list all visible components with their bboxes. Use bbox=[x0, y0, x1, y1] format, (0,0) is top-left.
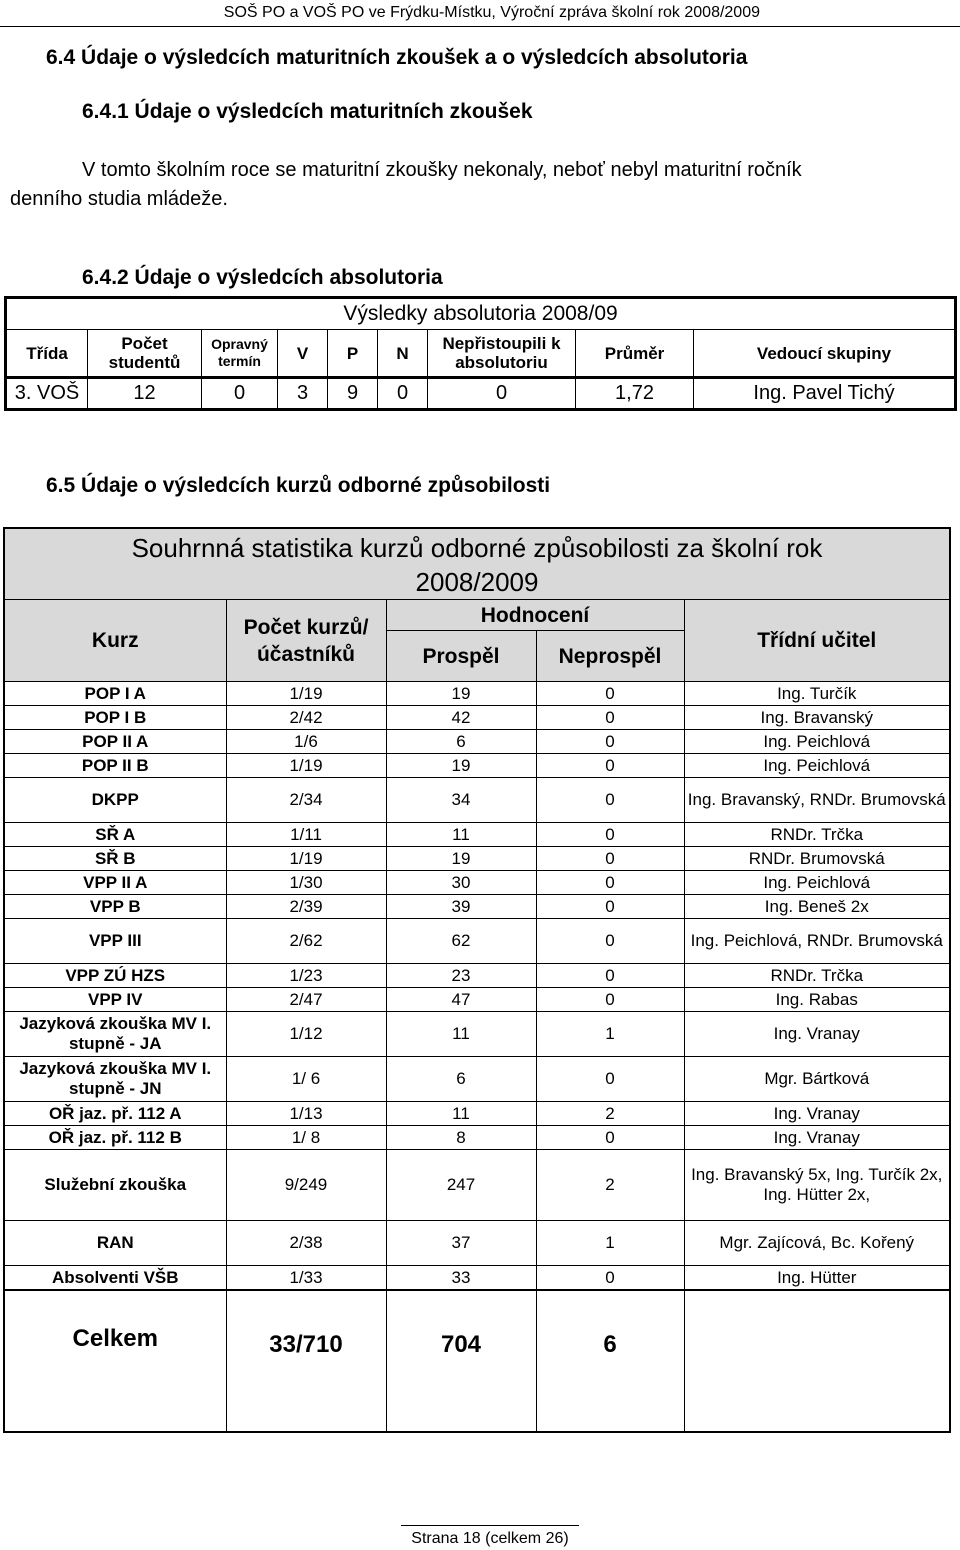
section-heading-6-4: 6.4 Údaje o výsledcích maturitních zkoušek a o výsledcích absolutoria bbox=[46, 46, 748, 69]
value-cell: 0 bbox=[536, 988, 684, 1012]
table-row bbox=[4, 988, 950, 1012]
table-row bbox=[4, 871, 950, 895]
value-cell: 1/19 bbox=[226, 682, 386, 706]
teacher-cell: Ing. Beneš 2x bbox=[684, 895, 950, 919]
course-name-cell: DKPP bbox=[4, 778, 226, 823]
col-header-prospel: Prospěl bbox=[386, 631, 536, 682]
value-cell: 2/34 bbox=[226, 778, 386, 823]
value-cell: 11 bbox=[386, 1012, 536, 1057]
paragraph-line-1: V tomto školním roce se maturitní zkoušky nekonaly, neboť nebyl maturitní ročník bbox=[82, 159, 802, 181]
col-header-pocet: Počet kurzů/ účastníků bbox=[226, 600, 386, 682]
course-name-cell: VPP IV bbox=[4, 988, 226, 1012]
value-cell: 11 bbox=[386, 823, 536, 847]
section-heading-6-4-2: 6.4.2 Údaje o výsledcích absolutoria bbox=[82, 266, 443, 289]
teacher-cell: Ing. Turčík bbox=[684, 682, 950, 706]
course-name-cell: Absolventi VŠB bbox=[4, 1266, 226, 1291]
table-row bbox=[4, 1221, 950, 1266]
total-cell bbox=[684, 1290, 950, 1432]
teacher-cell: Ing. Hütter bbox=[684, 1266, 950, 1291]
course-name-cell: VPP ZÚ HZS bbox=[4, 964, 226, 988]
value-cell: 1 bbox=[536, 1221, 684, 1266]
course-name-cell: VPP III bbox=[4, 919, 226, 964]
cell: 0 bbox=[428, 378, 576, 410]
col-header: Opravný termín bbox=[202, 330, 278, 378]
value-cell: 19 bbox=[386, 847, 536, 871]
value-cell: 0 bbox=[536, 964, 684, 988]
value-cell: 0 bbox=[536, 1057, 684, 1102]
footer-divider bbox=[401, 1525, 579, 1526]
value-cell: 1/23 bbox=[226, 964, 386, 988]
total-cell: 704 bbox=[386, 1290, 536, 1432]
value-cell: 37 bbox=[386, 1221, 536, 1266]
value-cell: 30 bbox=[386, 871, 536, 895]
cell: 0 bbox=[202, 378, 278, 410]
col-header: P bbox=[328, 330, 378, 378]
value-cell: 0 bbox=[536, 730, 684, 754]
value-cell: 0 bbox=[536, 778, 684, 823]
value-cell: 2/38 bbox=[226, 1221, 386, 1266]
course-name-cell: Služební zkouška bbox=[4, 1150, 226, 1221]
teacher-cell: RNDr. Brumovská bbox=[684, 847, 950, 871]
running-header: SOŠ PO a VOŠ PO ve Frýdku-Místku, Výroční zpráva školní rok 2008/2009 bbox=[223, 4, 760, 21]
absolutorium-data-row bbox=[6, 378, 956, 410]
cell: 3 bbox=[278, 378, 328, 410]
teacher-cell: Ing. Vranay bbox=[684, 1126, 950, 1150]
course-name-cell: RAN bbox=[4, 1221, 226, 1266]
col-header-hodnoceni: Hodnocení bbox=[386, 600, 684, 631]
col-header: Počet studentů bbox=[88, 330, 202, 378]
teacher-cell: RNDr. Trčka bbox=[684, 823, 950, 847]
table-row bbox=[4, 1126, 950, 1150]
value-cell: 2/62 bbox=[226, 919, 386, 964]
value-cell: 2/39 bbox=[226, 895, 386, 919]
absolutorium-header-row bbox=[6, 330, 956, 378]
table-row bbox=[4, 1057, 950, 1102]
section-heading-6-4-1: 6.4.1 Údaje o výsledcích maturitních zkoušek bbox=[82, 100, 533, 123]
value-cell: 0 bbox=[536, 871, 684, 895]
courses-title bbox=[4, 528, 950, 600]
col-header: V bbox=[278, 330, 328, 378]
teacher-cell: Ing. Vranay bbox=[684, 1012, 950, 1057]
table-row bbox=[4, 778, 950, 823]
teacher-cell: Ing. Peichlová bbox=[684, 730, 950, 754]
table-row bbox=[4, 1102, 950, 1126]
course-name-cell: POP I A bbox=[4, 682, 226, 706]
table-row bbox=[4, 706, 950, 730]
cell: 0 bbox=[378, 378, 428, 410]
table-row bbox=[4, 1012, 950, 1057]
col-header-kurz: Kurz bbox=[4, 600, 226, 682]
absolutorium-table bbox=[4, 296, 957, 411]
col-header: N bbox=[378, 330, 428, 378]
value-cell: 6 bbox=[386, 1057, 536, 1102]
value-cell: 19 bbox=[386, 682, 536, 706]
teacher-cell: RNDr. Trčka bbox=[684, 964, 950, 988]
value-cell: 1/11 bbox=[226, 823, 386, 847]
col-header: Průměr bbox=[576, 330, 694, 378]
teacher-cell: Ing. Peichlová bbox=[684, 871, 950, 895]
page-footer: Strana 18 (celkem 26) bbox=[411, 1530, 569, 1547]
cell: 9 bbox=[328, 378, 378, 410]
value-cell: 6 bbox=[386, 730, 536, 754]
table-row bbox=[4, 847, 950, 871]
table-row bbox=[4, 682, 950, 706]
value-cell: 0 bbox=[536, 847, 684, 871]
absolutorium-title: Výsledky absolutoria 2008/09 bbox=[6, 298, 956, 330]
cell: 1,72 bbox=[576, 378, 694, 410]
value-cell: 33 bbox=[386, 1266, 536, 1291]
col-header: Třída bbox=[6, 330, 88, 378]
value-cell: 2/42 bbox=[226, 706, 386, 730]
paragraph-maturita bbox=[10, 156, 950, 214]
teacher-cell: Ing. Vranay bbox=[684, 1102, 950, 1126]
courses-title-line-1: Souhrnná statistika kurzů odborné způsobilosti za školní rok bbox=[131, 533, 823, 563]
value-cell: 0 bbox=[536, 919, 684, 964]
value-cell: 0 bbox=[536, 1126, 684, 1150]
cell: 12 bbox=[88, 378, 202, 410]
courses-body bbox=[4, 682, 950, 1291]
value-cell: 1/33 bbox=[226, 1266, 386, 1291]
teacher-cell: Ing. Bravanský 5x, Ing. Turčík 2x, Ing. Hütter 2x, bbox=[684, 1150, 950, 1221]
course-name-cell: POP II B bbox=[4, 754, 226, 778]
courses-title-line-2: 2008/2009 bbox=[415, 567, 539, 597]
course-name-cell: Jazyková zkouška MV I. stupně - JN bbox=[4, 1057, 226, 1102]
table-row bbox=[4, 895, 950, 919]
course-name-cell: VPP II A bbox=[4, 871, 226, 895]
value-cell: 2 bbox=[536, 1150, 684, 1221]
courses-table bbox=[3, 527, 951, 1433]
teacher-cell: Mgr. Bártková bbox=[684, 1057, 950, 1102]
value-cell: 1/30 bbox=[226, 871, 386, 895]
teacher-cell: Ing. Rabas bbox=[684, 988, 950, 1012]
value-cell: 19 bbox=[386, 754, 536, 778]
course-name-cell: POP I B bbox=[4, 706, 226, 730]
total-cell: 6 bbox=[536, 1290, 684, 1432]
table-row bbox=[4, 919, 950, 964]
value-cell: 11 bbox=[386, 1102, 536, 1126]
value-cell: 8 bbox=[386, 1126, 536, 1150]
value-cell: 39 bbox=[386, 895, 536, 919]
table-row bbox=[4, 754, 950, 778]
value-cell: 247 bbox=[386, 1150, 536, 1221]
col-header: Vedoucí skupiny bbox=[694, 330, 956, 378]
total-label: Celkem bbox=[4, 1290, 226, 1432]
value-cell: 34 bbox=[386, 778, 536, 823]
value-cell: 0 bbox=[536, 895, 684, 919]
value-cell: 1/ 6 bbox=[226, 1057, 386, 1102]
value-cell: 0 bbox=[536, 706, 684, 730]
courses-header-row-1 bbox=[4, 600, 950, 631]
table-row bbox=[4, 730, 950, 754]
value-cell: 1/13 bbox=[226, 1102, 386, 1126]
cell: 3. VOŠ bbox=[6, 378, 88, 410]
paragraph-line-2: denního studia mládeže. bbox=[10, 188, 228, 210]
value-cell: 9/249 bbox=[226, 1150, 386, 1221]
course-name-cell: Jazyková zkouška MV I. stupně - JA bbox=[4, 1012, 226, 1057]
teacher-cell: Ing. Bravanský, RNDr. Brumovská bbox=[684, 778, 950, 823]
course-name-cell: SŘ B bbox=[4, 847, 226, 871]
course-name-cell: VPP B bbox=[4, 895, 226, 919]
table-row bbox=[4, 1150, 950, 1221]
cell: Ing. Pavel Tichý bbox=[694, 378, 956, 410]
value-cell: 47 bbox=[386, 988, 536, 1012]
total-cell: 33/710 bbox=[226, 1290, 386, 1432]
table-row bbox=[4, 823, 950, 847]
value-cell: 1/19 bbox=[226, 847, 386, 871]
col-header: Nepřistoupili k absolutoriu bbox=[428, 330, 576, 378]
value-cell: 1/6 bbox=[226, 730, 386, 754]
teacher-cell: Ing. Peichlová, RNDr. Brumovská bbox=[684, 919, 950, 964]
table-row bbox=[4, 1266, 950, 1291]
value-cell: 2/47 bbox=[226, 988, 386, 1012]
value-cell: 23 bbox=[386, 964, 536, 988]
value-cell: 2 bbox=[536, 1102, 684, 1126]
value-cell: 1/12 bbox=[226, 1012, 386, 1057]
table-row bbox=[4, 964, 950, 988]
course-name-cell: SŘ A bbox=[4, 823, 226, 847]
teacher-cell: Mgr. Zajícová, Bc. Kořený bbox=[684, 1221, 950, 1266]
course-name-cell: POP II A bbox=[4, 730, 226, 754]
teacher-cell: Ing. Bravanský bbox=[684, 706, 950, 730]
value-cell: 62 bbox=[386, 919, 536, 964]
value-cell: 42 bbox=[386, 706, 536, 730]
value-cell: 0 bbox=[536, 754, 684, 778]
courses-total-row bbox=[4, 1290, 950, 1432]
value-cell: 1/ 8 bbox=[226, 1126, 386, 1150]
value-cell: 0 bbox=[536, 1266, 684, 1291]
value-cell: 1/19 bbox=[226, 754, 386, 778]
course-name-cell: OŘ jaz. př. 112 B bbox=[4, 1126, 226, 1150]
col-header-neprospel: Neprospěl bbox=[536, 631, 684, 682]
value-cell: 0 bbox=[536, 682, 684, 706]
value-cell: 0 bbox=[536, 823, 684, 847]
header-divider bbox=[0, 26, 960, 27]
course-name-cell: OŘ jaz. př. 112 A bbox=[4, 1102, 226, 1126]
col-header-ucitel: Třídní učitel bbox=[684, 600, 950, 682]
section-heading-6-5: 6.5 Údaje o výsledcích kurzů odborné způsobilosti bbox=[46, 474, 551, 497]
teacher-cell: Ing. Peichlová bbox=[684, 754, 950, 778]
value-cell: 1 bbox=[536, 1012, 684, 1057]
